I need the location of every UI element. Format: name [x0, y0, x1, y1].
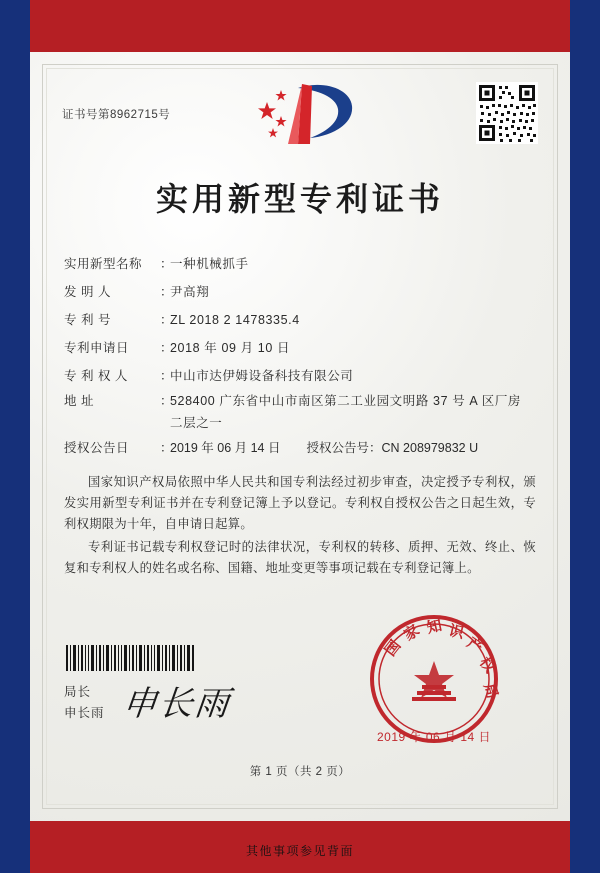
body-paragraphs [58, 472, 542, 579]
field-value: 中山市达伊姆设备科技有限公司 [170, 369, 354, 383]
signature-block [64, 682, 231, 725]
field-value: 尹高翔 [170, 285, 210, 299]
field-colon: ： [160, 341, 173, 355]
field-row-address [64, 390, 542, 412]
fields-list [58, 250, 542, 462]
cnipa-logo-icon [240, 78, 360, 152]
field-row-name [64, 250, 542, 278]
page-title: 实用新型专利证书 [155, 180, 444, 218]
field-colon: ： [160, 394, 173, 408]
field-label: 专 利 号 [64, 313, 111, 327]
handwritten-signature: 申长雨 [120, 684, 233, 724]
director-label: 局长 [64, 685, 92, 699]
svg-text:国: 国 [380, 636, 405, 660]
field-row-application-date [64, 334, 542, 362]
qr-code-icon [476, 82, 538, 144]
field-row-patentee [64, 362, 542, 390]
svg-text:权: 权 [475, 653, 500, 677]
page-number: 第 1 页（共 2 页） [249, 766, 351, 778]
header-row [58, 76, 542, 162]
field-label: 专利申请日 [64, 341, 130, 355]
grant-number-value: CN 208979832 U [381, 441, 479, 455]
svg-text:家: 家 [400, 620, 423, 645]
certificate-content [58, 76, 542, 803]
field-value: ZL 2018 2 1478335.4 [170, 313, 300, 327]
signature-labels [64, 682, 105, 724]
field-label: 地 址 [64, 394, 94, 408]
frame-band-right [570, 0, 600, 873]
field-colon: ： [369, 441, 382, 455]
grant-date-value: 2019 年 06 月 14 日 [170, 441, 281, 455]
field-colon: ： [160, 369, 173, 383]
grant-row [64, 434, 542, 462]
field-colon: ： [160, 285, 173, 299]
paragraph-1: 国家知识产权局依照中华人民共和国专利法经过初步审查，决定授予专利权，颁发实用新型专利证书并在专利登记簿上予以登记。专利权自授权公告之日起生效，专利权期限为十年，自申请日起算。 [64, 475, 536, 531]
field-row-inventor [64, 278, 542, 306]
grant-date-label: 授权公告日 [64, 441, 130, 455]
seal-date: 2019 年 06 月 14 日 [376, 730, 492, 744]
official-seal-icon [368, 613, 500, 745]
certificate-number: 证书号第8962715号 [62, 109, 171, 121]
field-colon: ： [160, 257, 173, 271]
svg-text:识: 识 [447, 621, 466, 643]
field-value: 2018 年 09 月 10 日 [170, 341, 291, 355]
barcode [64, 645, 196, 671]
svg-text:产: 产 [463, 633, 487, 657]
svg-text:知: 知 [425, 616, 444, 637]
field-label: 专 利 权 人 [64, 369, 128, 383]
field-colon: ： [160, 441, 173, 455]
certificate-sheet [30, 52, 570, 821]
paragraph-2: 专利证书记载专利权登记时的法律状况，专利权的转移、质押、无效、终止、恢复和专利权人的姓名或名称、国籍、地址变更等事项记载在专利登记簿上。 [64, 540, 536, 575]
frame-band-left [0, 0, 30, 873]
field-label: 实用新型名称 [64, 257, 143, 271]
footer-note: 其他事项参见背面 [245, 844, 354, 858]
grant-number-label: 授权公告号 [306, 441, 369, 455]
address-line-2: 二层之一 [170, 416, 223, 430]
field-label: 发 明 人 [64, 285, 111, 299]
field-value: 一种机械抓手 [170, 257, 249, 271]
field-colon: ： [160, 313, 173, 327]
svg-text:局: 局 [480, 681, 500, 701]
director-name: 申长雨 [64, 706, 105, 720]
field-value: 528400 广东省中山市南区第二工业园文明路 37 号 A 区厂房 [170, 394, 522, 408]
field-row-patent-no [64, 306, 542, 334]
frame-band-top [0, 0, 600, 52]
